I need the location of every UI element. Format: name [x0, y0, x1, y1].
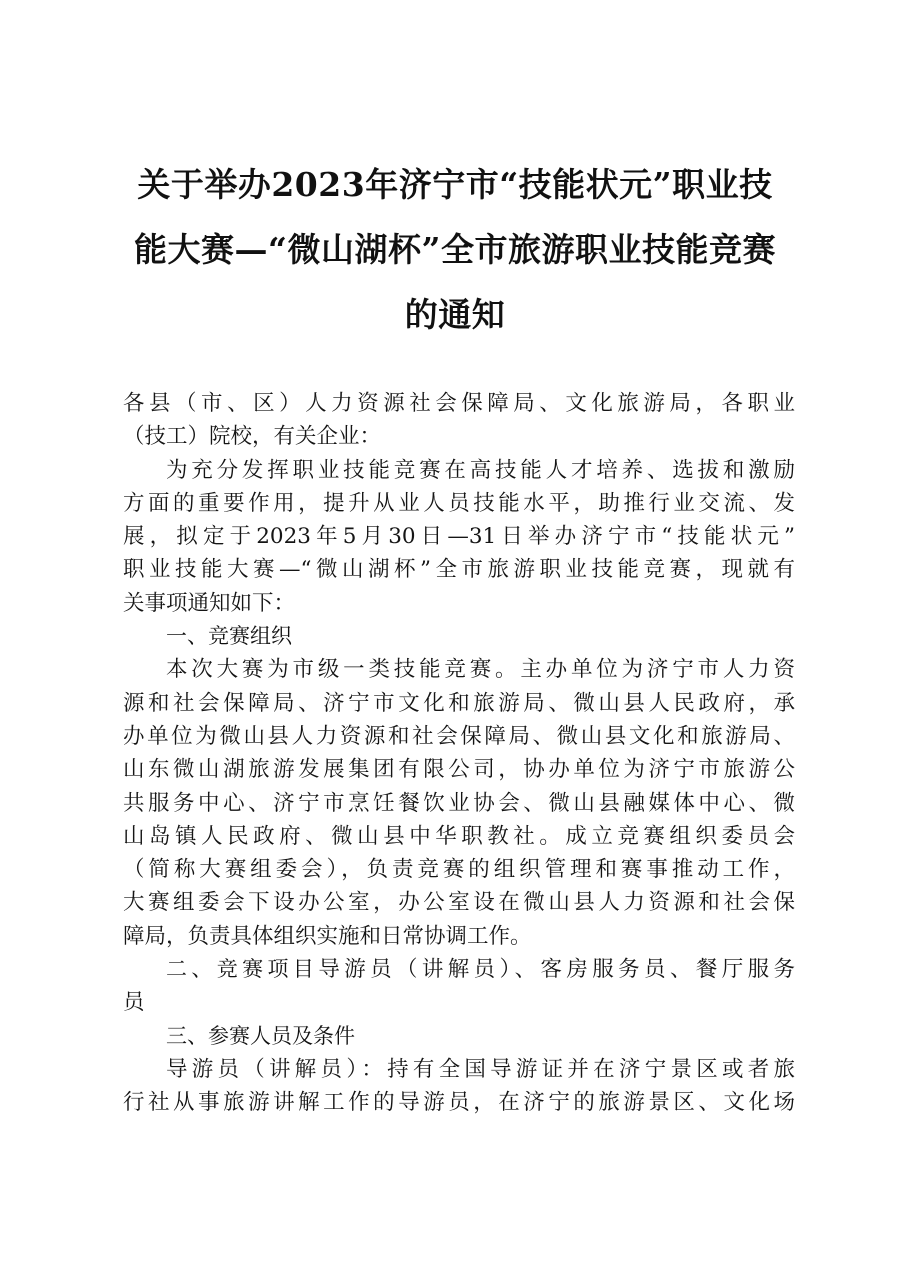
- section3-paragraph: [123, 1053, 795, 1120]
- salutation-line: （技工）院校，有关企业：: [123, 424, 382, 450]
- section2-line: [123, 953, 795, 986]
- section1-line: 本次大赛为市级一类技能竞赛。主办单位为济宁市人力资: [166, 657, 795, 683]
- title-line: 关于举办2023年济宁市“技能状元”职业技: [137, 165, 773, 204]
- intro-line: 关事项通知如下：: [123, 590, 296, 616]
- title-line: 能大赛—“微山湖杯”全市旅游职业技能竞赛: [134, 230, 776, 269]
- document-body: [123, 387, 795, 1120]
- section-heading-competition-items: 二、竞赛项目: [166, 957, 319, 982]
- intro-line: 展，拟定于2023年5月30日—31日举办济宁市“技能状元”: [123, 524, 795, 550]
- section3-line: 导游员（讲解员）：持有全国导游证并在济宁景区或者旅: [166, 1056, 795, 1082]
- section1-line: （简称大赛组委会），负责竞赛的组织管理和赛事推动工作，: [123, 857, 795, 883]
- section-heading-competition-organization: 一、竞赛组织: [166, 624, 292, 649]
- section2-text: 导游员（讲解员）、客房服务员、餐厅服务: [318, 957, 795, 983]
- section1-paragraph: [123, 653, 795, 953]
- section1-line: 山东微山湖旅游发展集团有限公司，协办单位为济宁市旅游公: [123, 757, 795, 783]
- section1-line: 办单位为微山县人力资源和社会保障局、微山县文化和旅游局、: [123, 723, 795, 749]
- section1-line: 山岛镇人民政府、微山县中华职教社。成立竞赛组织委员会: [123, 823, 795, 849]
- intro-line: 方面的重要作用，提升从业人员技能水平，助推行业交流、发: [123, 490, 795, 516]
- salutation: [123, 387, 795, 454]
- section2-line: 员: [123, 990, 145, 1016]
- section1-line: 源和社会保障局、济宁市文化和旅游局、微山县人民政府，承: [123, 690, 795, 716]
- section-heading-participants: 三、参赛人员及条件: [166, 1023, 355, 1048]
- intro-line: 职业技能大赛—“微山湖杯”全市旅游职业技能竞赛，现就有: [123, 557, 795, 583]
- section2-paragraph: [123, 953, 795, 1020]
- section1-line: 障局，负责具体组织实施和日常协调工作。: [123, 923, 532, 949]
- section1-line: 大赛组委会下设办公室，办公室设在微山县人力资源和社会保: [123, 890, 795, 916]
- title-line: 的通知: [404, 295, 506, 334]
- salutation-line: 各县（市、区）人力资源社会保障局、文化旅游局，各职业: [123, 391, 795, 416]
- document-title: [110, 152, 800, 347]
- intro-paragraph: [123, 454, 795, 620]
- section1-line: 共服务中心、济宁市烹饪餐饮业协会、微山县融媒体中心、微: [123, 790, 795, 816]
- intro-line: 为充分发挥职业技能竞赛在高技能人才培养、选拔和激励: [166, 457, 795, 483]
- section3-line: 行社从事旅游讲解工作的导游员，在济宁的旅游景区、文化场: [123, 1090, 795, 1116]
